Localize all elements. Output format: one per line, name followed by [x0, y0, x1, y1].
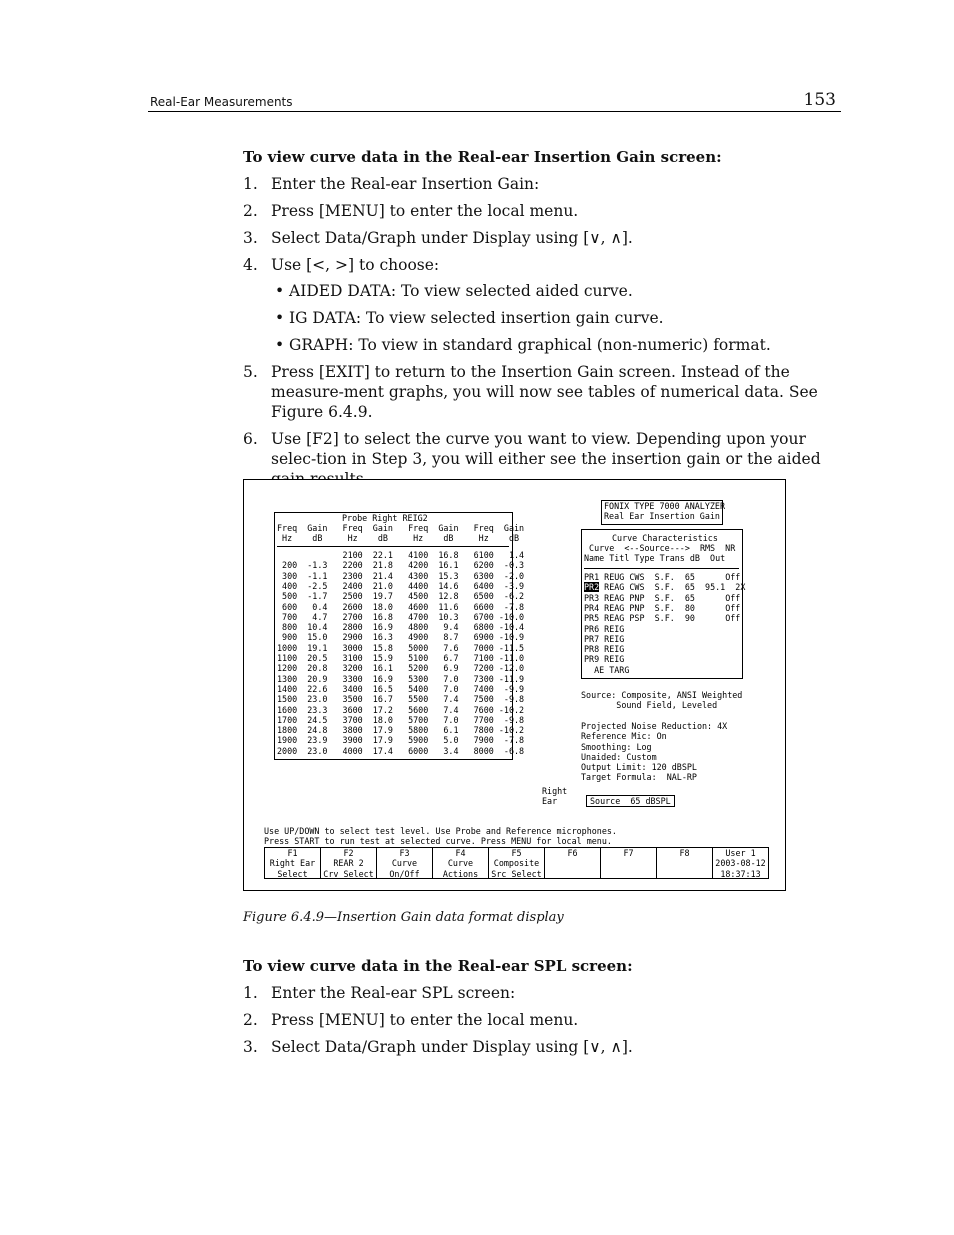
page-number: 153	[803, 90, 836, 110]
curve-row[interactable]	[584, 593, 740, 603]
curve-name: AE	[584, 664, 605, 675]
table-row: 600 0.4 2600 18.0 4600 11.6 6600 -7.8	[277, 601, 525, 612]
step-text: Press [EXIT] to return to the Insertion Gain screen. Instead of the measure-ment graphs, you will now see tables of numerical data. See Figure 6.4.9.	[271, 363, 818, 421]
step-number: 3.	[243, 229, 258, 247]
section-spl	[243, 956, 843, 1064]
step-number: 5.	[243, 363, 258, 381]
curve-name: PR6	[584, 623, 600, 634]
step-text: Press [MENU] to enter the local menu.	[271, 202, 579, 220]
step-item	[243, 255, 843, 355]
curve-row[interactable]	[584, 603, 740, 613]
step-item	[243, 228, 843, 248]
panel-header: Curve <--Source---> RMS NR	[584, 543, 736, 553]
step-item	[243, 201, 843, 221]
curve-details: REIG	[599, 644, 625, 655]
step-text: Enter the Real-ear Insertion Gain:	[271, 175, 540, 193]
step-number: 6.	[243, 430, 258, 448]
step-item	[243, 362, 843, 422]
option-item: • GRAPH: To view in standard graphical (non-numeric) format.	[271, 335, 843, 355]
curve-name: PR8	[584, 644, 600, 655]
step-number: 2.	[243, 1011, 258, 1029]
table-row: 900 15.0 2900 16.3 4900 8.7 6900 -10.9	[277, 632, 525, 643]
table-row: 500 -1.7 2500 19.7 4500 12.8 6500 -6.2	[277, 591, 525, 602]
table-row: 300 -1.1 2300 21.4 4300 15.3 6300 -2.0	[277, 570, 525, 581]
step-item	[243, 983, 843, 1003]
analyzer-label: FONIX TYPE 7000 ANALYZER Real Ear Insertion Gain	[601, 500, 723, 525]
curve-name: PR4	[584, 602, 600, 613]
curve-characteristics-panel	[581, 529, 746, 679]
header-divider	[148, 111, 841, 112]
table-row: 1800 24.8 3800 17.9 5800 6.1 7800 -10.2	[277, 725, 525, 736]
ear-label: Right Ear	[542, 786, 568, 807]
section-title: To view curve data in the Real-ear Insertion Gain screen:	[243, 148, 722, 166]
curve-details: REAG CWS S.F. 65 95.1 2X	[599, 582, 746, 593]
step-item	[243, 174, 843, 194]
table-header: Hz dB Hz dB Hz dB Hz dB	[277, 533, 520, 543]
curve-details: REIG	[599, 633, 625, 644]
table-header: Freq Gain Freq Gain Freq Gain Freq Gain	[277, 523, 525, 533]
curve-row[interactable]	[584, 624, 624, 634]
table-row: 1000 19.1 3000 15.8 5000 7.6 7000 -11.5	[277, 642, 525, 653]
test-settings: Projected Noise Reduction: 4X Reference Mic: On Smoothing: Log Unaided: Custom Output Limit: 120 dBSPL Target Formula: NAL-RP	[581, 721, 728, 783]
step-item	[243, 1010, 843, 1030]
curve-details: REAG PSP S.F. 90 Off	[599, 613, 741, 624]
table-row: 1400 22.6 3400 16.5 5400 7.0 7400 -9.9	[277, 683, 525, 694]
section-insertion-gain	[243, 147, 843, 496]
step-number: 1.	[243, 175, 258, 193]
table-row: 700 4.7 2700 16.8 4700 10.3 6700 -10.0	[277, 611, 525, 622]
curve-row[interactable]	[584, 634, 624, 644]
step-text: Select Data/Graph under Display using [∨, ∧].	[271, 229, 633, 247]
f5-key[interactable]: F5 Composite Src Select	[488, 848, 544, 878]
figure-caption: Figure 6.4.9—Insertion Gain data format display	[243, 910, 564, 925]
curve-row[interactable]	[584, 572, 740, 582]
f3-key[interactable]: F3 Curve On/Off	[376, 848, 432, 878]
step-number: 1.	[243, 984, 258, 1002]
table-row: 2000 23.0 4000 17.4 6000 3.4 8000 -6.8	[277, 745, 525, 756]
curve-name: PR1	[584, 572, 600, 582]
panel-title: Curve Characteristics	[612, 533, 718, 543]
curve-details: REUG CWS S.F. 65 Off	[599, 572, 741, 582]
curve-details: REIG	[599, 623, 625, 634]
function-key-bar	[264, 847, 769, 879]
table-row: 1700 24.5 3700 18.0 5700 7.0 7700 -9.8	[277, 714, 525, 725]
table-row: 800 10.4 2800 16.9 4800 9.4 6800 -10.4	[277, 622, 525, 633]
step-text: Use [F2] to select the curve you want to view. Depending upon your selec-tion in Step 3, you will either see the insertion gain or the aided	[271, 430, 821, 468]
table-row: 1100 20.5 3100 15.9 5100 6.7 7100 -11.0	[277, 653, 525, 663]
table-row: 400 -2.5 2400 21.0 4400 14.6 6400 -3.9	[277, 580, 525, 591]
step-list	[243, 983, 843, 1057]
curve-details: REIG	[599, 654, 625, 665]
option-item: • AIDED DATA: To view selected aided curve.	[271, 281, 843, 301]
curve-row[interactable]	[584, 654, 624, 664]
f4-key[interactable]: F4 Curve Actions	[432, 848, 488, 878]
step-text: Press [MENU] to enter the local menu.	[271, 1011, 579, 1029]
option-item: • IG DATA: To view selected insertion gain curve.	[271, 308, 843, 328]
analyzer-screen-figure	[243, 479, 786, 891]
curve-details: REAG PNP S.F. 80 Off	[599, 602, 741, 613]
table-row: 200 -1.3 2200 21.8 4200 16.1 6200 -0.3	[277, 560, 525, 571]
running-header-section: Real-Ear Measurements	[150, 95, 293, 109]
curve-details: REAG PNP S.F. 65 Off	[599, 592, 741, 603]
curve-row[interactable]	[584, 613, 740, 623]
table-row: 1600 23.3 3600 17.2 5600 7.4 7600 -10.2	[277, 704, 525, 715]
curve-row[interactable]	[584, 665, 629, 675]
table-row: 1200 20.8 3200 16.1 5200 6.9 7200 -12.0	[277, 663, 525, 674]
step-list	[243, 174, 843, 489]
table-row: 2100 22.1 4100 16.8 6100 1.4	[277, 550, 525, 560]
step-text: Enter the Real-ear SPL screen:	[271, 984, 516, 1002]
curve-name: PR9	[584, 654, 600, 665]
help-text: Use UP/DOWN to select test level. Use Probe and Reference microphones.	[264, 826, 617, 836]
table-row: 1900 23.9 3900 17.9 5900 5.0 7900 -7.8	[277, 735, 525, 746]
f7-key[interactable]: F7	[600, 848, 656, 878]
section-title: To view curve data in the Real-ear SPL screen:	[243, 957, 633, 975]
help-text: Press START to run test at selected curve. Press MENU for local menu.	[264, 836, 612, 846]
step-number: 2.	[243, 202, 258, 220]
table-row: 1500 23.0 3500 16.7 5500 7.4 7500 -9.8	[277, 694, 525, 705]
step-number: 4.	[243, 256, 258, 274]
step-text: Select Data/Graph under Display using [∨, ∧].	[271, 1038, 633, 1056]
panel-header: Name Titl Type Trans dB Out	[584, 553, 726, 563]
table-row: 1300 20.9 3300 16.9 5300 7.0 7300 -11.9	[277, 673, 525, 684]
step-item	[243, 1037, 843, 1057]
user-datetime: User 1 2003-08-12 18:37:13	[712, 848, 769, 878]
source-info: Source: Composite, ANSI Weighted Sound Field, Leveled	[581, 690, 743, 711]
f6-key[interactable]: F6	[544, 848, 600, 878]
f1-key[interactable]: F1 Right Ear Select	[264, 848, 320, 878]
curve-row[interactable]	[584, 582, 745, 592]
curve-row[interactable]	[584, 644, 624, 654]
source-level-box: Source 65 dBSPL	[586, 795, 675, 807]
table-divider	[277, 546, 509, 547]
table-title: Probe Right REIG2	[342, 513, 428, 523]
curve-name: PR2	[584, 582, 600, 593]
option-list	[271, 281, 843, 355]
panel-divider	[584, 568, 739, 569]
f8-key[interactable]: F8	[656, 848, 712, 878]
curve-details: TARG	[604, 664, 630, 675]
curve-name: PR3	[584, 592, 600, 603]
step-text: Use [<, >] to choose:	[271, 256, 440, 274]
curve-name: PR5	[584, 613, 600, 624]
step-number: 3.	[243, 1038, 258, 1056]
curve-name: PR7	[584, 633, 600, 644]
f2-key[interactable]: F2 REAR 2 Crv Select	[320, 848, 376, 878]
